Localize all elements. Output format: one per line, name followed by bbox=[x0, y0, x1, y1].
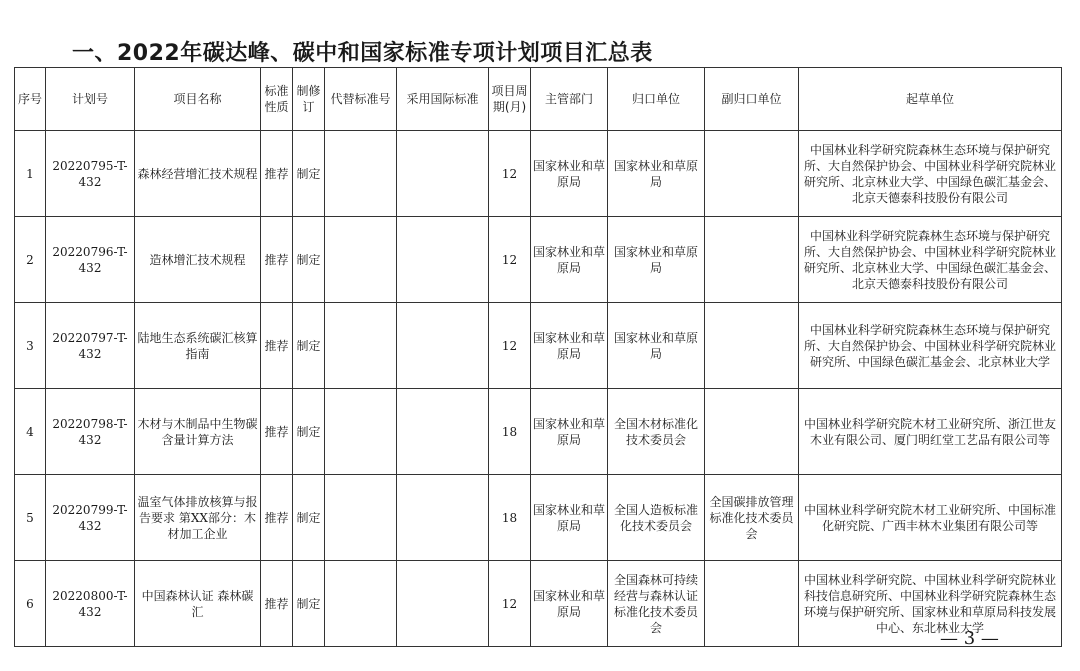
cell-replace bbox=[325, 303, 397, 389]
table-row bbox=[15, 561, 1062, 647]
cell-intl bbox=[397, 217, 489, 303]
cell-cycle: 18 bbox=[489, 389, 531, 475]
cell-replace bbox=[325, 131, 397, 217]
page-title: 一、2022年碳达峰、碳中和国家标准专项计划项目汇总表 bbox=[72, 41, 653, 66]
header-intl: 采用国际标准 bbox=[397, 68, 489, 131]
cell-cycle: 12 bbox=[489, 561, 531, 647]
cell-drafter: 中国林业科学研究院木材工业研究所、浙江世友木业有限公司、厦门明红堂工艺品有限公司等 bbox=[799, 389, 1062, 475]
header-seq: 序号 bbox=[15, 68, 46, 131]
cell-dept: 国家林业和草原局 bbox=[531, 561, 608, 647]
cell-unit: 全国森林可持续经营与森林认证标准化技术委员会 bbox=[608, 561, 705, 647]
cell-plan-no: 20220798-T-432 bbox=[46, 389, 135, 475]
cell-sub-unit bbox=[705, 561, 799, 647]
cell-dept: 国家林业和草原局 bbox=[531, 475, 608, 561]
cell-nature: 推荐 bbox=[261, 303, 293, 389]
cell-name: 陆地生态系统碳汇核算指南 bbox=[135, 303, 261, 389]
cell-replace bbox=[325, 475, 397, 561]
cell-nature: 推荐 bbox=[261, 217, 293, 303]
cell-revise: 制定 bbox=[293, 303, 325, 389]
table-row bbox=[15, 217, 1062, 303]
project-table bbox=[14, 67, 1062, 647]
cell-drafter: 中国林业科学研究院、中国林业科学研究院林业科技信息研究所、中国林业科学研究院森林生态环境与保护研究所、国家林业和草原局科技发展中心、东北林业大学 bbox=[799, 561, 1062, 647]
cell-revise: 制定 bbox=[293, 217, 325, 303]
cell-drafter: 中国林业科学研究院森林生态环境与保护研究所、大自然保护协会、中国林业科学研究院林业研究所、北京林业大学、中国绿色碳汇基金会、北京天德泰科技股份有限公司 bbox=[799, 217, 1062, 303]
cell-unit: 国家林业和草原局 bbox=[608, 303, 705, 389]
cell-name: 中国森林认证 森林碳汇 bbox=[135, 561, 261, 647]
cell-nature: 推荐 bbox=[261, 475, 293, 561]
cell-intl bbox=[397, 389, 489, 475]
cell-replace bbox=[325, 217, 397, 303]
cell-cycle: 12 bbox=[489, 217, 531, 303]
cell-replace bbox=[325, 389, 397, 475]
cell-plan-no: 20220799-T-432 bbox=[46, 475, 135, 561]
cell-dept: 国家林业和草原局 bbox=[531, 217, 608, 303]
cell-intl bbox=[397, 131, 489, 217]
header-sub-unit: 副归口单位 bbox=[705, 68, 799, 131]
cell-sub-unit bbox=[705, 389, 799, 475]
cell-dept: 国家林业和草原局 bbox=[531, 131, 608, 217]
cell-plan-no: 20220800-T-432 bbox=[46, 561, 135, 647]
cell-unit: 全国木材标准化技术委员会 bbox=[608, 389, 705, 475]
cell-intl bbox=[397, 475, 489, 561]
cell-nature: 推荐 bbox=[261, 389, 293, 475]
header-nature: 标准性质 bbox=[261, 68, 293, 131]
cell-unit: 国家林业和草原局 bbox=[608, 217, 705, 303]
cell-replace bbox=[325, 561, 397, 647]
cell-seq: 3 bbox=[15, 303, 46, 389]
cell-sub-unit bbox=[705, 303, 799, 389]
cell-plan-no: 20220797-T-432 bbox=[46, 303, 135, 389]
cell-nature: 推荐 bbox=[261, 131, 293, 217]
cell-sub-unit bbox=[705, 217, 799, 303]
cell-dept: 国家林业和草原局 bbox=[531, 303, 608, 389]
cell-name: 木材与木制品中生物碳含量计算方法 bbox=[135, 389, 261, 475]
header-dept: 主管部门 bbox=[531, 68, 608, 131]
table-row bbox=[15, 303, 1062, 389]
header-cycle: 项目周期(月) bbox=[489, 68, 531, 131]
header-drafter: 起草单位 bbox=[799, 68, 1062, 131]
cell-cycle: 18 bbox=[489, 475, 531, 561]
header-revise: 制修订 bbox=[293, 68, 325, 131]
cell-name: 森林经营增汇技术规程 bbox=[135, 131, 261, 217]
cell-nature: 推荐 bbox=[261, 561, 293, 647]
cell-seq: 1 bbox=[15, 131, 46, 217]
cell-sub-unit bbox=[705, 131, 799, 217]
cell-drafter: 中国林业科学研究院木材工业研究所、中国标准化研究院、广西丰林木业集团有限公司等 bbox=[799, 475, 1062, 561]
cell-sub-unit: 全国碳排放管理标准化技术委员会 bbox=[705, 475, 799, 561]
cell-drafter: 中国林业科学研究院森林生态环境与保护研究所、大自然保护协会、中国林业科学研究院林业研究所、中国绿色碳汇基金会、北京林业大学 bbox=[799, 303, 1062, 389]
cell-revise: 制定 bbox=[293, 561, 325, 647]
cell-seq: 5 bbox=[15, 475, 46, 561]
table-row bbox=[15, 131, 1062, 217]
cell-drafter: 中国林业科学研究院森林生态环境与保护研究所、大自然保护协会、中国林业科学研究院林业研究所、北京林业大学、中国绿色碳汇基金会、北京天德泰科技股份有限公司 bbox=[799, 131, 1062, 217]
cell-seq: 2 bbox=[15, 217, 46, 303]
cell-revise: 制定 bbox=[293, 389, 325, 475]
table-row bbox=[15, 475, 1062, 561]
header-unit: 归口单位 bbox=[608, 68, 705, 131]
cell-unit: 全国人造板标准化技术委员会 bbox=[608, 475, 705, 561]
cell-cycle: 12 bbox=[489, 131, 531, 217]
cell-unit: 国家林业和草原局 bbox=[608, 131, 705, 217]
cell-cycle: 12 bbox=[489, 303, 531, 389]
cell-seq: 4 bbox=[15, 389, 46, 475]
cell-revise: 制定 bbox=[293, 475, 325, 561]
cell-intl bbox=[397, 561, 489, 647]
cell-name: 温室气体排放核算与报告要求 第XX部分：木材加工企业 bbox=[135, 475, 261, 561]
header-name: 项目名称 bbox=[135, 68, 261, 131]
header-plan-no: 计划号 bbox=[46, 68, 135, 131]
cell-plan-no: 20220795-T-432 bbox=[46, 131, 135, 217]
cell-intl bbox=[397, 303, 489, 389]
table-header-row bbox=[15, 68, 1062, 131]
cell-dept: 国家林业和草原局 bbox=[531, 389, 608, 475]
cell-revise: 制定 bbox=[293, 131, 325, 217]
cell-seq: 6 bbox=[15, 561, 46, 647]
header-replace: 代替标准号 bbox=[325, 68, 397, 131]
cell-name: 造林增汇技术规程 bbox=[135, 217, 261, 303]
page-number: — 3 — bbox=[940, 628, 999, 649]
table-row bbox=[15, 389, 1062, 475]
cell-plan-no: 20220796-T-432 bbox=[46, 217, 135, 303]
